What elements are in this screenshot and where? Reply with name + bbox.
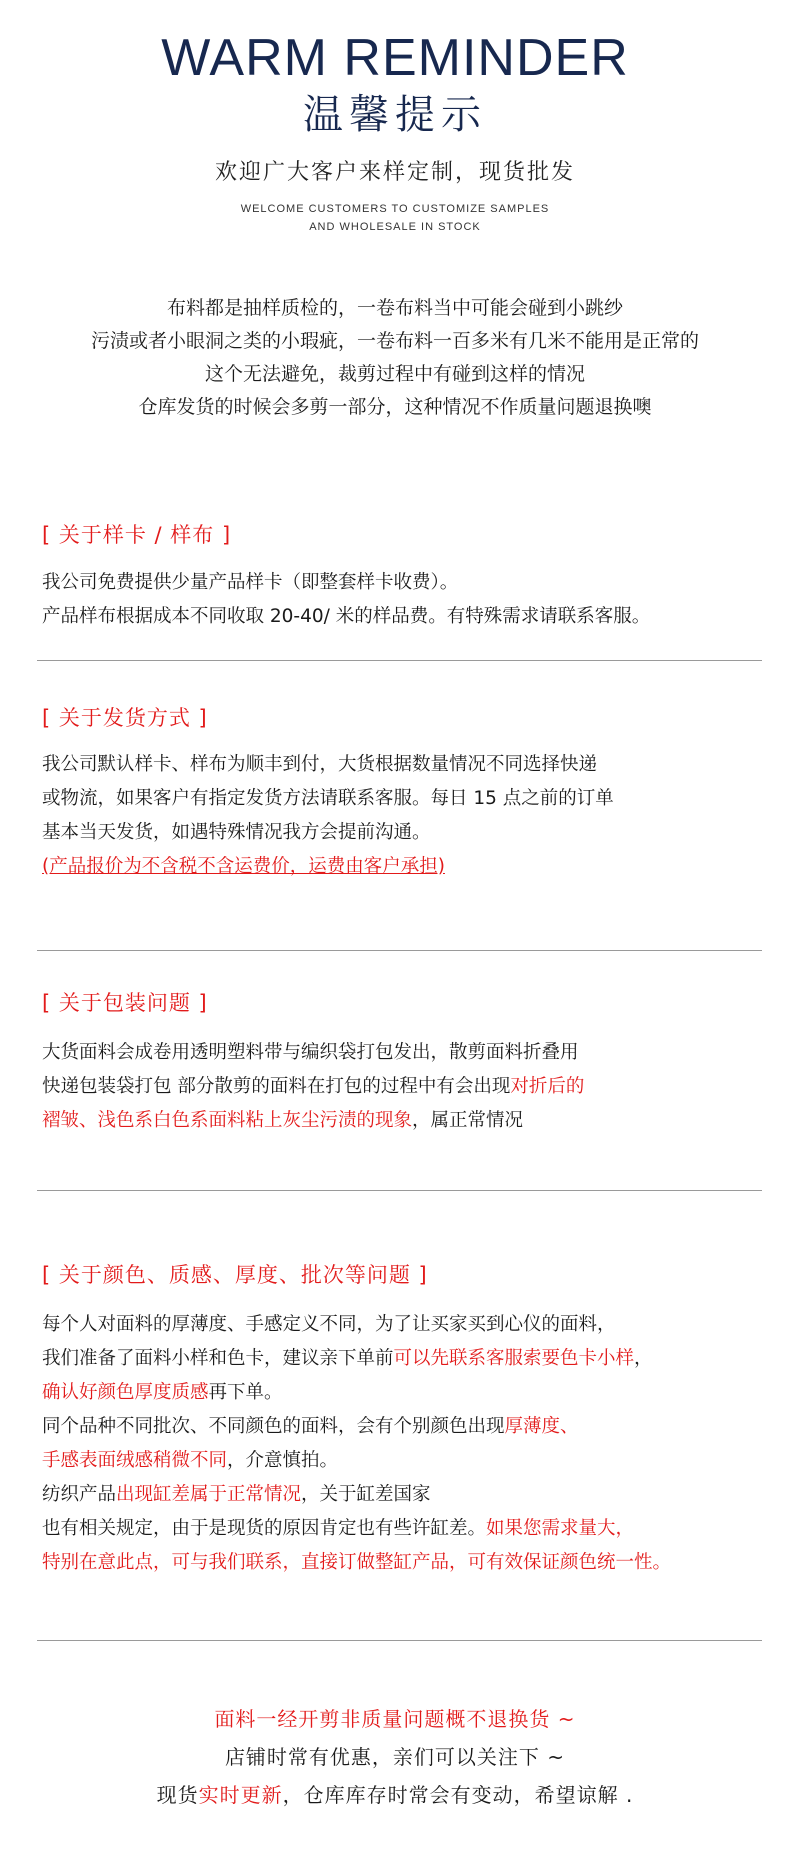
color-highlight: 出现缸差属于正常情况 — [116, 1484, 302, 1505]
section-body-packaging — [42, 1036, 584, 1138]
color-line — [42, 1342, 671, 1376]
color-text: 纺织产品 — [42, 1484, 117, 1505]
color-highlight: 手感表面绒感稍微不同 — [42, 1450, 228, 1471]
color-text: ，关于缸差国家 — [301, 1484, 431, 1505]
color-highlight: 确认好颜色厚度质感 — [42, 1382, 209, 1403]
subtitle-chinese: 欢迎广大客户来样定制，现货批发 — [214, 160, 575, 185]
shipping-line: 基本当天发货，如遇特殊情况我方会提前沟通。 — [42, 822, 431, 843]
section-body-color — [42, 1308, 671, 1580]
color-line: 特别在意此点，可与我们联系，直接订做整缸产品，可有效保证颜色统一性。 — [42, 1552, 672, 1573]
color-text: 我们准备了面料小样和色卡，建议亲下单前 — [42, 1348, 394, 1369]
color-text: 也有相关规定，由于是现货的原因肯定也有些许缸差。 — [42, 1518, 487, 1539]
color-text: 同个品种不同批次、不同颜色的面料，会有个别颜色出现 — [42, 1416, 505, 1437]
section-title-shipping: [ 关于发货方式 ] — [42, 706, 208, 730]
section-divider — [37, 660, 762, 661]
intro-line: 这个无法避免，裁剪过程中有碰到这样的情况 — [204, 363, 585, 385]
color-line — [42, 1410, 671, 1444]
closing-text: ，仓库库存时常会有变动，希望谅解 . — [282, 1783, 634, 1807]
packaging-line — [42, 1070, 584, 1104]
intro-line: 仓库发货的时候会多剪一部分，这种情况不作质量问题退换噢 — [138, 396, 652, 418]
packaging-highlight: 对折后的 — [510, 1076, 585, 1097]
packaging-text: 快递包装袋打包 部分散剪的面料在打包的过程中有会出现 — [42, 1076, 511, 1097]
subtitle-english-line-2: AND WHOLESALE IN STOCK — [309, 221, 481, 233]
shipping-line: 或物流，如果客户有指定发货方法请联系客服。每日 15 点之前的订单 — [42, 788, 614, 809]
closing-line: 面料一经开剪非质量问题概不退换货 ~ — [214, 1707, 576, 1731]
color-line: 每个人对面料的厚薄度、手感定义不同，为了让买家买到心仪的面料， — [42, 1314, 616, 1335]
section-divider — [37, 1190, 762, 1191]
samples-line: 我公司免费提供少量产品样卡（即整套样卡收费）。 — [42, 572, 459, 593]
color-highlight: 如果您需求量大， — [486, 1518, 635, 1539]
intro-line: 布料都是抽样质检的，一卷布料当中可能会碰到小跳纱 — [166, 297, 623, 319]
intro-line: 污渍或者小眼洞之类的小瑕疵，一卷布料一百多米有几米不能用是正常的 — [90, 330, 699, 352]
packaging-text: ，属正常情况 — [412, 1110, 524, 1131]
section-divider — [37, 950, 762, 951]
section-title-color: [ 关于颜色、质感、厚度、批次等问题 ] — [42, 1263, 428, 1287]
subtitle-english — [0, 200, 790, 236]
section-divider — [37, 1640, 762, 1641]
color-highlight: 厚薄度、 — [504, 1416, 579, 1437]
packaging-highlight: 褶皱、浅色系白色系面料粘上灰尘污渍的现象 — [42, 1110, 413, 1131]
shipping-line: 我公司默认样卡、样布为顺丰到付，大货根据数量情况不同选择快递 — [42, 754, 598, 775]
intro-paragraph — [0, 292, 790, 424]
closing-notice — [0, 1700, 790, 1814]
subtitle-english-line-1: WELCOME CUSTOMERS TO CUSTOMIZE SAMPLES — [240, 203, 550, 215]
closing-text: 现货 — [156, 1783, 199, 1807]
closing-highlight: 实时更新 — [198, 1783, 283, 1807]
samples-line: 产品样布根据成本不同收取 20-40/ 米的样品费。有特殊需求请联系客服。 — [42, 606, 651, 627]
closing-line — [0, 1776, 790, 1814]
packaging-line: 大货面料会成卷用透明塑料带与编织袋打包发出，散剪面料折叠用 — [42, 1042, 579, 1063]
section-body-samples — [42, 566, 650, 634]
color-highlight: 可以先联系客服索要色卡小样 — [393, 1348, 635, 1369]
section-title-packaging: [ 关于包装问题 ] — [42, 991, 208, 1015]
color-line — [42, 1478, 671, 1512]
title-english: WARM REMINDER — [161, 29, 629, 87]
color-line — [42, 1512, 671, 1546]
color-line — [42, 1376, 671, 1410]
color-line — [42, 1444, 671, 1478]
shipping-price-note: (产品报价为不含税不含运费价，运费由客户承担) — [42, 856, 445, 877]
packaging-line — [42, 1104, 584, 1138]
color-text: ，介意慎拍。 — [227, 1450, 339, 1471]
section-body-shipping — [42, 748, 614, 884]
section-title-samples: [ 关于样卡 / 样布 ] — [42, 523, 232, 547]
color-text: ， — [634, 1348, 653, 1369]
closing-line: 店铺时常有优惠，亲们可以关注下 ~ — [224, 1745, 566, 1769]
color-text: 再下单。 — [208, 1382, 283, 1403]
title-chinese: 温馨提示 — [303, 92, 487, 138]
